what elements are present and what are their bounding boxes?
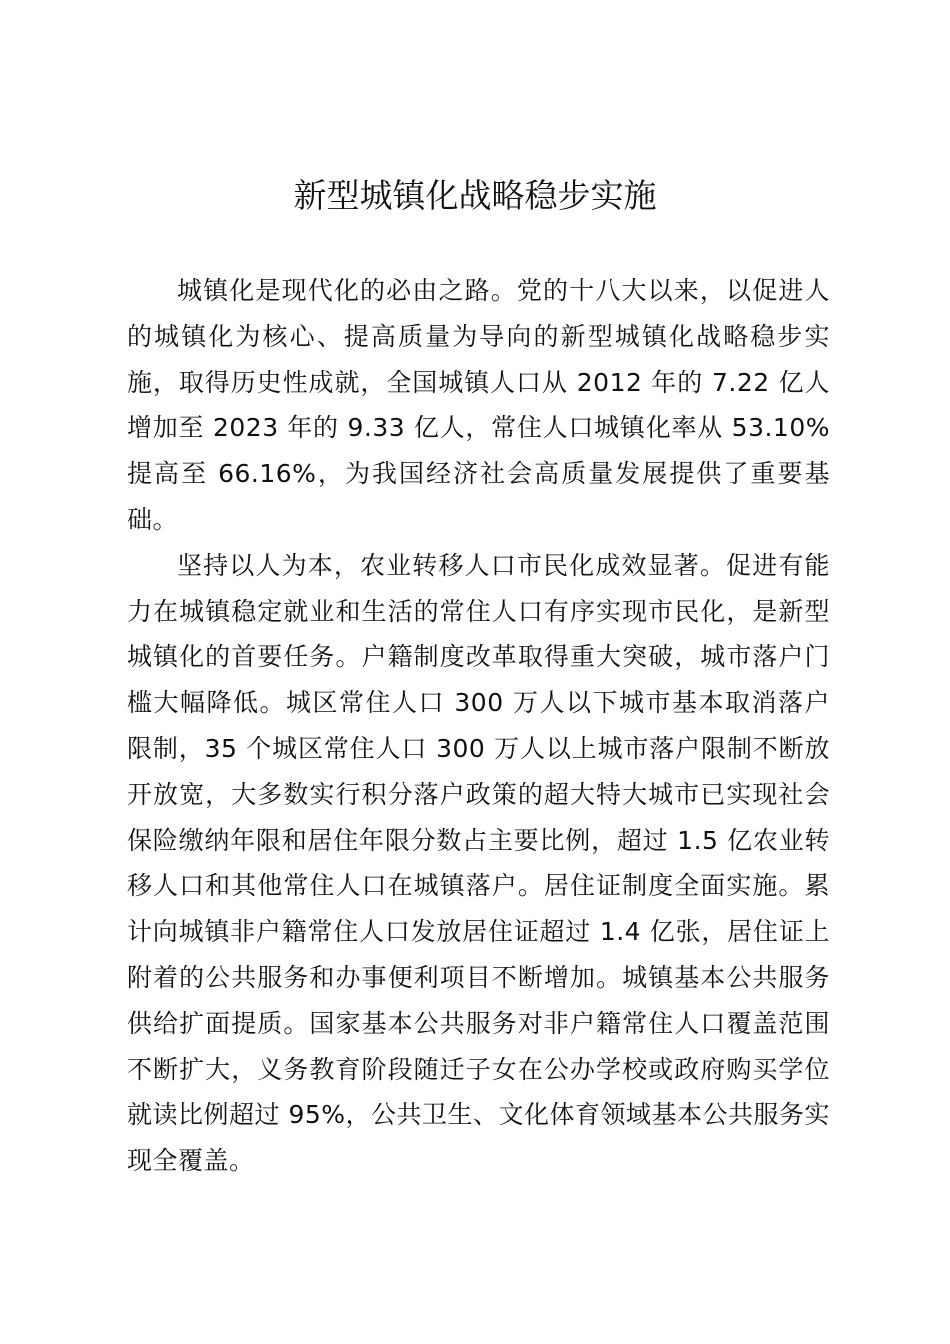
paragraph-citizenization: 坚持以人为本，农业转移人口市民化成效显著。促进有能力在城镇稳定就业和生活的常住人口有序实现市民化，是新型城镇化的首要任务。户籍制度改革取得重大突破，城市落户门槛大幅降低。城区常住人口 300 万人以下城市基本取消落户限制，35 个城区常住人口 300 万人以上城市落户限制不断放开放宽，大多数实行积分落户政策的超大特大城市已实现社会保险缴纳年限和居住年限分数占主要比例，超过 1.5 亿农业转移人口和其他常住人口在城镇落户。居住证制度全面实施。累计向城镇非户籍常住人口发放居住证超过 1.4 亿张，居住证上附着的公共服务和办事便利项目不断增加。城镇基本公共服务供给扩面提质。国家基本公共服务对非户籍常住人口覆盖范围不断扩大，义务教育阶段随迁子女在公办学校或政府购买学位就读比例超过 95%，公共卫生、文化体育领域基本公共服务实现全覆盖。	[127, 550, 831, 1176]
document-title: 新型城镇化战略稳步实施	[293, 176, 657, 215]
document-body	[127, 268, 830, 1184]
paragraph-urbanization-overview: 城镇化是现代化的必由之路。党的十八大以来，以促进人的城镇化为核心、提高质量为导向的新型城镇化战略稳步实施，取得历史性成就，全国城镇人口从 2012 年的 7.22 亿人增加至 2023 年的 9.33 亿人，常住人口城镇化率从 53.10%提高至 66.16%，为我国经济社会高质量发展提供了重要基础。	[127, 276, 830, 534]
